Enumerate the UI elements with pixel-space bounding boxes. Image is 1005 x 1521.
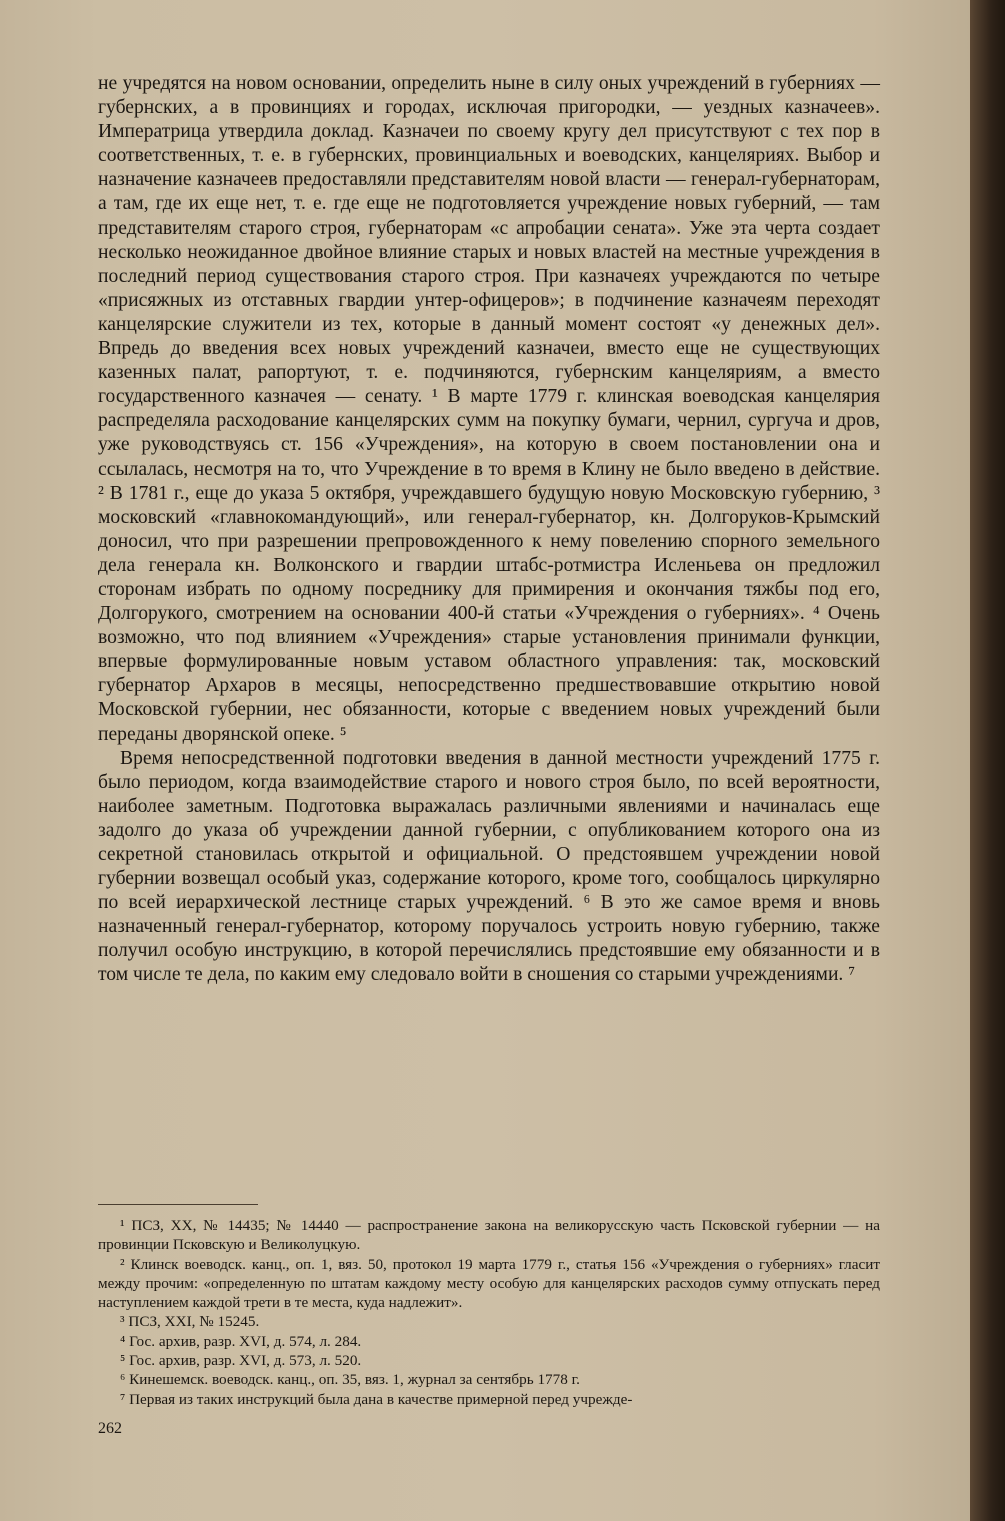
footnote-2: ² Клинск воеводск. канц., оп. 1, вяз. 50, протокол 19 марта 1779 г., статья 156 «Учреждения о губерниях» гласит между прочим: «определенную по штатам каждому месту особую для канцелярских расходов сумму отпускать перед наступлением каждой трети в те места, куда надлежит». — [98, 1255, 880, 1312]
footnote-5: ⁵ Гос. архив, разр. XVI, д. 573, л. 520. — [120, 1352, 362, 1370]
paragraph-1: не учредятся на новом основании, определить ныне в силу оных учреждений в губерниях — губернских, а в провинциях и городах, исключая пригородки, — уездных казначеев». Императрица утвердила доклад. Казначеи по своему кругу дел присутствуют с тех пор в соответственных, т. е. в губернских, провинциальных и воеводских, канцеляриях. Выбор и назначение казначеев предоставляли представителям новой власти — генерал-губернаторам, а там, где их еще нет, т. е. где еще не подготовляется учреждение новых губерний, — там представителям старого строя, губернаторам «с апробации сената». Уже эта черта создает несколько неожиданное двойное влияние старых и новых властей на местные учреждения в последний период существования старого строя. При казначеях учреждаются по четыре «присяжных из отставных гвардии унтер-офицеров»; в подчинение казначеям переходят канцелярские служители из тех, которые в данный момент состоят «у денежных дел». Впредь до введения всех новых учреждений казначеи, вместо еще не существующих казенных палат, рапортуют, т. е. подчиняются, губернским канцеляриям, а вместо государственного казначея — сенату. ¹ В марте 1779 г. клинская воеводская канцелярия распределяла расходование канцелярских сумм на покупку бумаги, чернил, сургуча и дров, уже руководствуясь ст. 156 «Учреждения», на которую в своем постановлении она и ссылалась, несмотря на то, что Учреждение в то время в Клину не было введено в действие. ² В 1781 г., еще до указа 5 октября, учреждавшего будущую новую Московскую губернию, ³ московский «главнокомандующий», или генерал-губернатор, кн. Долгоруков-Крымский доносил, что при разрешении препровожденного к нему повелению спорного земельного дела генерала кн. Волконского и гвардии штабс-ротмистра Исленьева он предложил сторонам избрать по одному посреднику для примирения и окончания тяжбы под его, Долгорукого, смотрением на основании 400-й статьи «Учреждения о губерниях». ⁴ Очень возможно, что под влиянием «Учреждения» старые установления принимали функции, впервые формулированные новым уставом областного управления: так, московский губернатор Архаров в месяцы, непосредственно предшествовавшие открытию новой Московской губернии, нес обязанности, которые с введением новых учреждений были переданы дворянской опеке. ⁵ — [98, 73, 880, 745]
footnote-6: ⁶ Кинешемск. воеводск. канц., оп. 35, вяз. 1, журнал за сентябрь 1778 г. — [120, 1371, 580, 1389]
footnote-3: ³ ПСЗ, XXI, № 15245. — [120, 1313, 260, 1331]
footnote-1: ¹ ПСЗ, XX, № 14435; № 14440 — распространение закона на великорусскую часть Псковской губернии — на провинции Псковскую и Великолуцкую. — [98, 1217, 880, 1254]
main-text — [98, 72, 880, 988]
footnotes — [98, 1216, 880, 1409]
footnote-7: ⁷ Первая из таких инструкций была дана в качестве примерной перед учрежде- — [120, 1390, 633, 1408]
footnote-4: ⁴ Гос. архив, разр. XVI, д. 574, л. 284. — [120, 1332, 362, 1350]
paragraph-2: Время непосредственной подготовки введения в данной местности учреждений 1775 г. было периодом, когда взаимодействие старого и нового строя было, по всей вероятности, наиболее заметным. Подготовка выражалась различными явлениями и начиналась еще задолго до указа об учреждении данной губернии, с опубликованием которого она из секретной становилась открытой и официальной. О предстоявшем учреждении новой губернии возвещал особый указ, содержание которого, кроме того, сообщалось циркулярно по всей иерархической лестнице старых учреждений. ⁶ В это же самое время и вновь назначенный генерал-губернатор, которому поручалось устроить новую губернию, также получил особую инструкцию, в которой перечислялись предстоявшие ему обязанности и в том числе те дела, по каким ему следовало войти в сношения со старыми учреждениями. ⁷ — [98, 747, 880, 986]
book-spine-edge — [970, 0, 1005, 1521]
page-number: 262 — [98, 1420, 122, 1437]
footnote-rule — [98, 1204, 258, 1205]
